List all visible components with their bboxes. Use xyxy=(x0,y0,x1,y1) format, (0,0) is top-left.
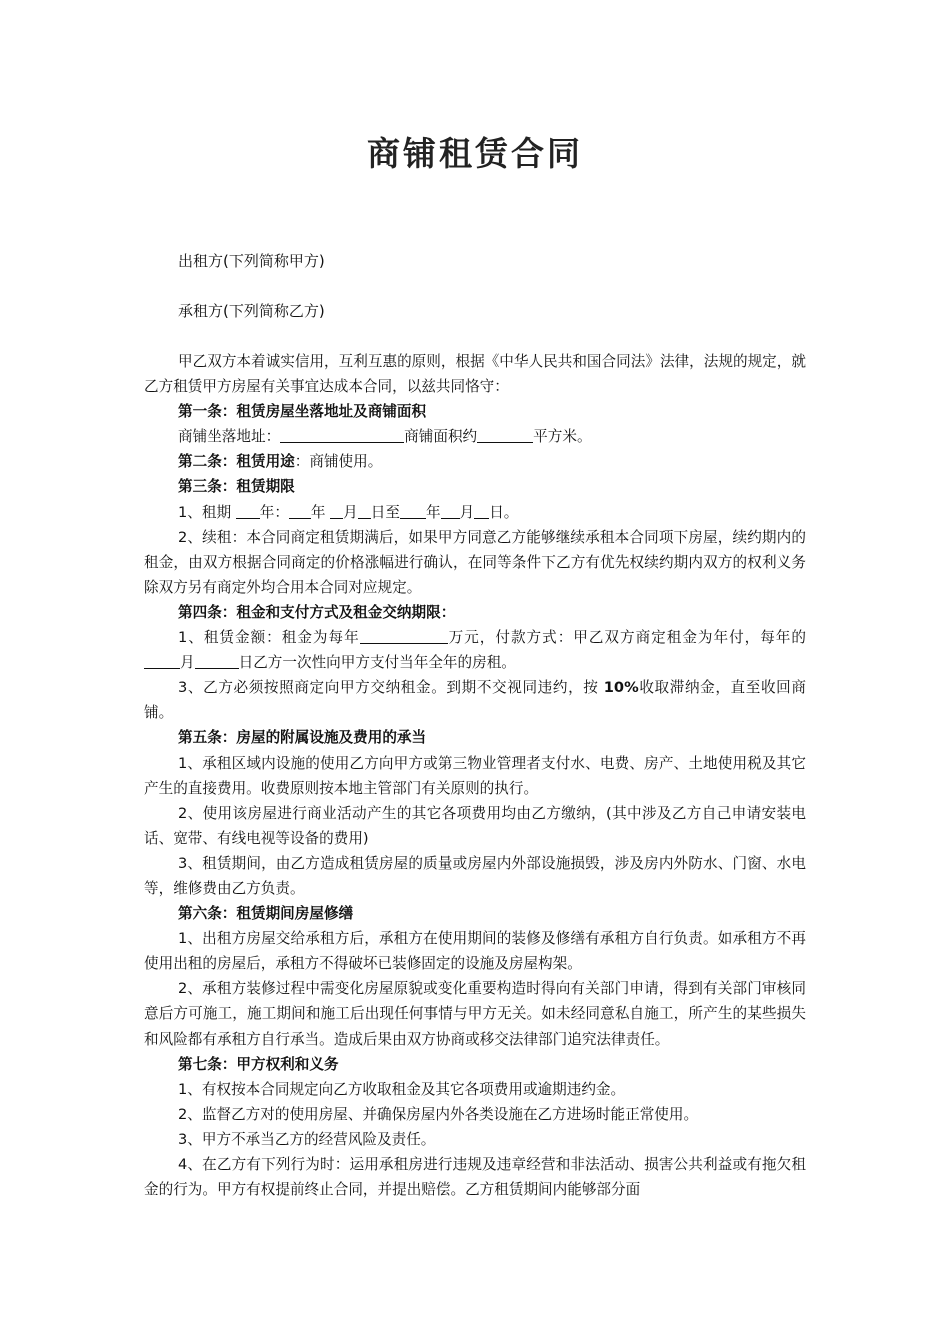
article-7-item-3: 3、甲方不承当乙方的经营风险及责任。 xyxy=(178,1130,436,1148)
pay-day-blank xyxy=(195,653,239,669)
article-2-text: ：商铺使用。 xyxy=(294,453,383,471)
article-5-item-2: 2、使用该房屋进行商业活动产生的其它各项费用均由乙方缴纳，(其中涉及乙方自己申请安装电话、宽带、有线电视等设备的费用) xyxy=(144,804,806,847)
address-label: 商铺坐落地址： xyxy=(178,428,281,446)
term-years-blank xyxy=(236,503,260,519)
area-blank xyxy=(477,427,533,443)
end-year-blank xyxy=(400,503,426,519)
document-title: 商铺租赁合同 xyxy=(367,134,583,173)
late-fee-percent: 10% xyxy=(603,679,639,697)
start-day-label: 日至 xyxy=(370,503,400,521)
area-label: 商铺面积约 xyxy=(404,428,478,446)
article-3-heading: 第三条：租赁期限 xyxy=(178,478,295,496)
lessee-line: 承租方(下列简称乙方) xyxy=(178,302,325,320)
contract-body xyxy=(144,349,806,1202)
end-day-label: 日。 xyxy=(489,503,519,521)
article-5-item-1: 1、承租区域内设施的使用乙方向甲方或第三物业管理者支付水、电费、房产、土地使用税及其它产生的直接费用。收费原则按本地主管部门有关原则的执行。 xyxy=(144,754,806,797)
pay-month-label: 月 xyxy=(180,654,195,672)
lessor-line: 出租方(下列简称甲方) xyxy=(178,252,325,270)
article-6-heading: 第六条：租赁期间房屋修缮 xyxy=(178,905,354,923)
start-year-label: 年 xyxy=(310,503,331,521)
article-4-item-1 xyxy=(144,625,806,675)
rent-blank xyxy=(360,628,448,644)
article-7-heading: 第七条：甲方权利和义务 xyxy=(178,1055,339,1073)
start-year-blank xyxy=(289,503,311,519)
article-2-line xyxy=(144,449,806,474)
late-fee-text-end: 收取滞纳金，直至收回商铺。 xyxy=(144,679,806,722)
payment-text: 万元，付款方式：甲乙双方商定租金为年付，每年的 xyxy=(447,629,806,647)
article-4-heading: 第四条：租金和支付方式及租金交纳期限： xyxy=(178,603,456,621)
end-day-blank xyxy=(474,503,489,519)
article-7-item-2: 2、监督乙方对的使用房屋、并确保房屋内外各类设施在乙方进场时能正常使用。 xyxy=(178,1105,699,1123)
term-label: 1、租期 xyxy=(178,503,236,521)
article-3-item-1 xyxy=(144,500,806,525)
end-month-label: 月 xyxy=(459,503,475,521)
late-fee-text: 3、乙方必须按照商定向甲方交纳租金。到期不交视同违约，按 xyxy=(178,679,604,697)
area-unit: 平方米。 xyxy=(533,428,592,446)
start-month-label: 月 xyxy=(343,503,358,521)
start-month-blank xyxy=(330,503,343,519)
article-2-heading: 第二条：租赁用途 xyxy=(178,453,295,471)
article-3-item-2: 2、续租：本合同商定租赁期满后，如果甲方同意乙方能够继续承租本合同项下房屋，续约期内的租金，由双方根据合同商定的价格涨幅进行确认，在同等条件下乙方有优先权续约期内双方的权利义务除双方另有商定外均合用本合同对应规定。 xyxy=(144,528,806,596)
article-7-item-1: 1、有权按本合同规定向乙方收取租金及其它各项费用或逾期违约金。 xyxy=(178,1080,626,1098)
end-year-label: 年 xyxy=(425,503,441,521)
article-4-item-3 xyxy=(144,675,806,725)
article-5-item-3: 3、租赁期间，由乙方造成租赁房屋的质量或房屋内外部设施损毁，涉及房内外防水、门窗、水电等，维修费由乙方负责。 xyxy=(144,854,806,897)
pay-day-text: 日乙方一次性向甲方支付当年全年的房租。 xyxy=(238,654,516,672)
address-blank xyxy=(280,427,404,443)
article-1-heading: 第一条：租赁房屋坐落地址及商铺面积 xyxy=(178,403,427,421)
term-years-label: 年： xyxy=(259,503,289,521)
article-6-item-1: 1、出租方房屋交给承租方后，承租方在使用期间的装修及修缮有承租方自行负责。如承租方不再使用出租的房屋后，承租方不得破坏已装修固定的设施及房屋构架。 xyxy=(144,930,806,973)
article-6-item-2: 2、承租方装修过程中需变化房屋原貌或变化重要构造时得向有关部门申请，得到有关部门审核同意后方可施工，施工期间和施工后出现任何事情与甲方无关。如未经同意私自施工，所产生的某些损失和风险都有承租方自行承当。造成后果由双方协商或移交法律部门追究法律责任。 xyxy=(144,980,806,1048)
end-month-blank xyxy=(441,503,460,519)
rent-label: 1、租赁金额：租金为每年 xyxy=(178,629,360,647)
article-1-address-line xyxy=(144,424,806,449)
start-day-blank xyxy=(358,503,371,519)
article-7-item-4: 4、在乙方有下列行为时：运用承租房进行违规及违章经营和非法活动、损害公共利益或有拖欠租金的行为。甲方有权提前终止合同，并提出赔偿。乙方租赁期间内能够部分面 xyxy=(144,1156,806,1199)
article-5-heading: 第五条：房屋的附属设施及费用的承当 xyxy=(178,729,427,747)
intro-paragraph: 甲乙双方本着诚实信用，互利互惠的原则，根据《中华人民共和国合同法》法律，法规的规定，就乙方租赁甲方房屋有关事宜达成本合同，以兹共同恪守： xyxy=(144,353,806,396)
pay-month-blank xyxy=(144,653,180,669)
